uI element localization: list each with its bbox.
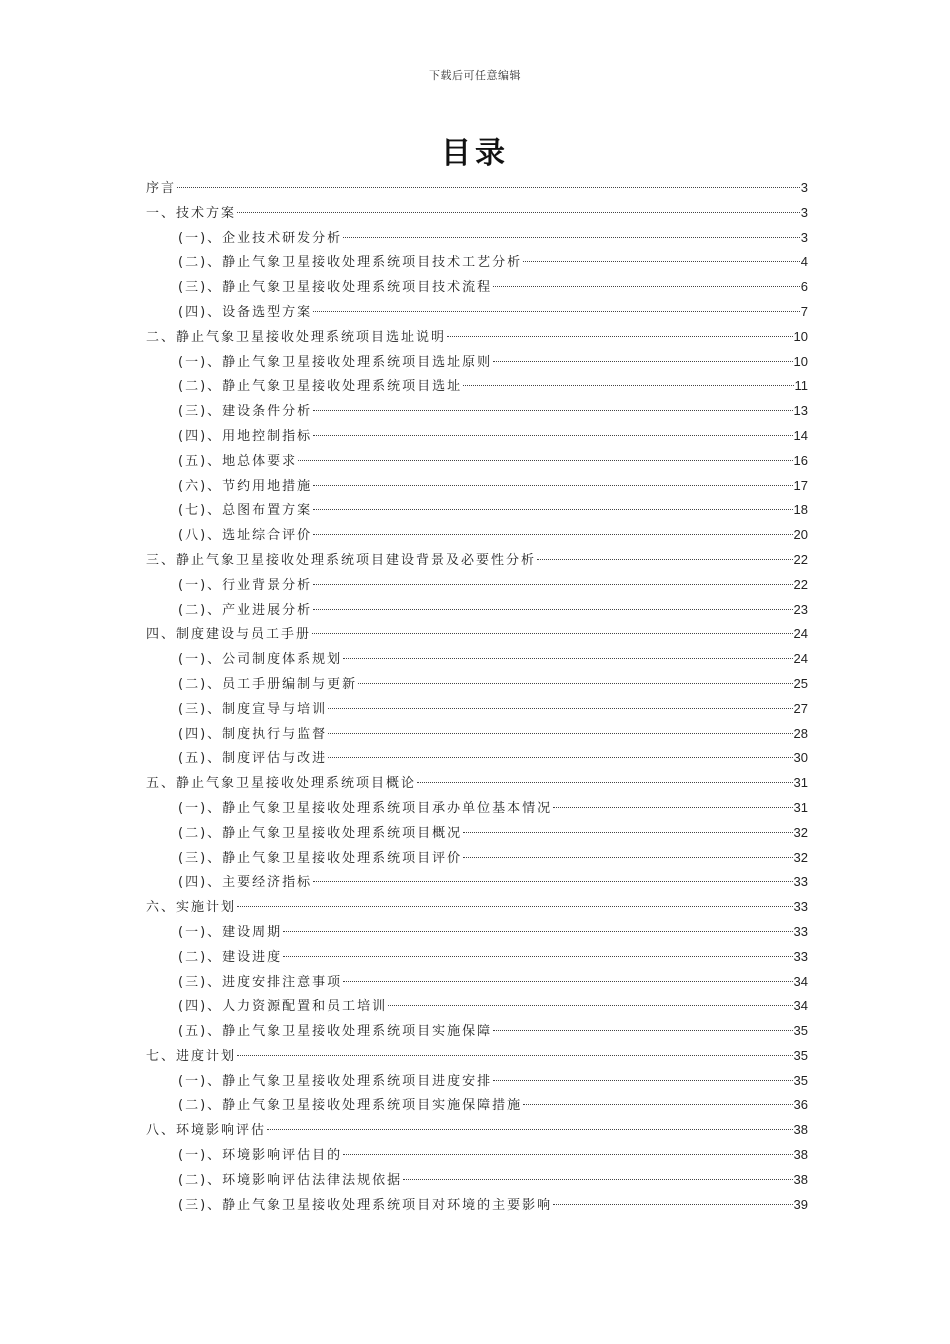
toc-page-number: 33 — [793, 874, 808, 890]
toc-page-number: 35 — [793, 1023, 808, 1039]
toc-page-number: 3 — [800, 229, 808, 245]
toc-entry[interactable] — [146, 895, 808, 920]
dot-leader — [343, 658, 792, 659]
toc-entry-label: (三)、建设条件分析 — [178, 404, 313, 420]
toc-entry[interactable] — [146, 1118, 808, 1143]
toc-entry[interactable] — [146, 449, 808, 474]
dot-leader — [313, 410, 792, 411]
toc-entry-label: 六、实施计划 — [146, 900, 237, 916]
dot-leader — [523, 1104, 792, 1105]
toc-entry-label: (四)、主要经济指标 — [178, 875, 313, 891]
toc-page-number: 31 — [793, 775, 808, 791]
dot-leader — [313, 509, 792, 510]
toc-page-number: 3 — [800, 180, 808, 195]
toc-entry-label: (一)、企业技术研发分析 — [178, 230, 343, 246]
toc-page-number: 39 — [793, 1196, 808, 1212]
toc-entry-label: (一)、静止气象卫星接收处理系统项目选址原则 — [178, 354, 493, 370]
toc-entry[interactable] — [146, 275, 808, 300]
dot-leader — [237, 1055, 793, 1056]
toc-page-number: 14 — [793, 427, 808, 443]
toc-entry[interactable] — [146, 970, 808, 995]
toc-entry[interactable] — [146, 573, 808, 598]
dot-leader — [328, 757, 792, 758]
toc-entry[interactable] — [146, 672, 808, 697]
toc-page-number: 24 — [793, 651, 808, 667]
toc-page-number: 38 — [793, 1171, 808, 1187]
toc-page-number: 30 — [793, 750, 808, 766]
dot-leader — [177, 187, 800, 188]
toc-page-number: 32 — [793, 849, 808, 865]
header-note: 下载后可任意编辑 — [429, 69, 521, 82]
toc-page-number: 18 — [793, 502, 808, 518]
toc-page-number: 33 — [793, 899, 808, 915]
dot-leader — [313, 311, 800, 312]
toc-entry-label: (二)、静止气象卫星接收处理系统项目实施保障措施 — [178, 1098, 523, 1114]
toc-page-number: 34 — [793, 973, 808, 989]
toc-page-number: 24 — [793, 626, 808, 642]
toc-entry-label: (三)、静止气象卫星接收处理系统项目对环境的主要影响 — [178, 1197, 553, 1213]
toc-entry[interactable] — [146, 300, 808, 325]
toc-entry-label: (五)、地总体要求 — [178, 453, 298, 469]
toc-page-number: 13 — [793, 403, 808, 419]
toc-entry[interactable] — [146, 176, 808, 201]
dot-leader — [463, 385, 793, 386]
dot-leader — [313, 609, 792, 610]
dot-leader — [313, 534, 792, 535]
toc-page-number: 33 — [793, 948, 808, 964]
dot-leader — [283, 931, 792, 932]
toc-entry-label: 二、静止气象卫星接收处理系统项目选址说明 — [146, 329, 447, 345]
toc-page-number: 10 — [793, 328, 808, 344]
dot-leader — [417, 782, 793, 783]
toc-entry[interactable] — [146, 622, 808, 647]
dot-leader — [358, 683, 792, 684]
toc-entry[interactable] — [146, 846, 808, 871]
toc-entry[interactable] — [146, 325, 808, 350]
toc-page-number: 6 — [800, 279, 808, 295]
toc-entry[interactable] — [146, 598, 808, 623]
toc-entry[interactable] — [146, 1044, 808, 1069]
toc-entry[interactable] — [146, 870, 808, 895]
toc-entry[interactable] — [146, 821, 808, 846]
toc-page-number: 3 — [800, 204, 808, 220]
page-title: 目录 — [441, 136, 509, 171]
dot-leader — [283, 956, 792, 957]
toc-entry-label: 序言 — [146, 181, 177, 196]
toc-entry-label: (四)、用地控制指标 — [178, 428, 313, 444]
toc-page-number: 36 — [793, 1097, 808, 1113]
toc-page-number: 10 — [793, 353, 808, 369]
toc-page-number: 22 — [793, 551, 808, 567]
dot-leader — [493, 361, 792, 362]
toc-entry-label: (一)、静止气象卫星接收处理系统项目承办单位基本情况 — [178, 800, 553, 816]
dot-leader — [553, 807, 792, 808]
toc-page-number: 33 — [793, 923, 808, 939]
toc-page-number: 38 — [793, 1147, 808, 1163]
toc-entry-label: (五)、制度评估与改进 — [178, 751, 328, 767]
toc-entry-label: 五、静止气象卫星接收处理系统项目概论 — [146, 776, 417, 792]
toc-entry-label: (一)、行业背景分析 — [178, 577, 313, 593]
dot-leader — [343, 1154, 792, 1155]
toc-entry[interactable] — [146, 796, 808, 821]
dot-leader — [493, 1030, 792, 1031]
toc-page-number: 27 — [793, 700, 808, 716]
toc-entry-label: (二)、静止气象卫星接收处理系统项目选址 — [178, 379, 463, 395]
toc-entry[interactable] — [146, 1019, 808, 1044]
toc-page-number: 34 — [793, 998, 808, 1014]
toc-entry-label: (八)、选址综合评价 — [178, 528, 313, 544]
toc-entry-label: (一)、环境影响评估目的 — [178, 1148, 343, 1164]
toc-entry-label: 三、静止气象卫星接收处理系统项目建设背景及必要性分析 — [146, 552, 537, 568]
toc-entry[interactable] — [146, 523, 808, 548]
toc-entry[interactable] — [146, 945, 808, 970]
dot-leader — [403, 1179, 792, 1180]
dot-leader — [237, 906, 793, 907]
toc-entry-label: (四)、设备选型方案 — [178, 304, 313, 320]
toc-entry[interactable] — [146, 350, 808, 375]
dot-leader — [298, 460, 792, 461]
toc-page-number: 7 — [800, 303, 808, 319]
toc-entry-label: (五)、静止气象卫星接收处理系统项目实施保障 — [178, 1024, 493, 1040]
toc-entry-label: (三)、静止气象卫星接收处理系统项目技术流程 — [178, 280, 493, 296]
toc-entry[interactable] — [146, 399, 808, 424]
toc-entry[interactable] — [146, 548, 808, 573]
dot-leader — [312, 633, 793, 634]
toc-entry-label: (一)、静止气象卫星接收处理系统项目进度安排 — [178, 1073, 493, 1089]
dot-leader — [493, 286, 800, 287]
toc-page-number: 20 — [793, 527, 808, 543]
toc-page-number: 22 — [793, 576, 808, 592]
toc-entry-label: (二)、员工手册编制与更新 — [178, 676, 358, 692]
toc-page-number: 35 — [793, 1072, 808, 1088]
toc-page-number: 4 — [800, 254, 808, 270]
table-of-contents — [146, 176, 808, 1217]
dot-leader — [313, 881, 792, 882]
toc-entry-label: (二)、静止气象卫星接收处理系统项目技术工艺分析 — [178, 255, 523, 271]
toc-entry[interactable] — [146, 374, 808, 399]
toc-entry-label: (二)、产业进展分析 — [178, 602, 313, 618]
toc-entry-label: (三)、制度宣导与培训 — [178, 701, 328, 717]
dot-leader — [343, 981, 792, 982]
dot-leader — [447, 336, 793, 337]
toc-entry-label: (二)、静止气象卫星接收处理系统项目概况 — [178, 825, 463, 841]
toc-entry[interactable] — [146, 1093, 808, 1118]
toc-entry-label: (三)、进度安排注意事项 — [178, 974, 343, 990]
toc-entry[interactable] — [146, 647, 808, 672]
dot-leader — [313, 435, 792, 436]
toc-page-number: 16 — [793, 452, 808, 468]
dot-leader — [343, 237, 800, 238]
dot-leader — [313, 584, 792, 585]
toc-page-number: 35 — [793, 1047, 808, 1063]
toc-entry[interactable] — [146, 201, 808, 226]
toc-page-number: 17 — [793, 477, 808, 493]
toc-entry[interactable] — [146, 771, 808, 796]
toc-entry-label: (六)、节约用地措施 — [178, 478, 313, 494]
toc-entry[interactable] — [146, 697, 808, 722]
toc-entry[interactable] — [146, 1168, 808, 1193]
toc-entry[interactable] — [146, 722, 808, 747]
dot-leader — [463, 832, 792, 833]
toc-entry[interactable] — [146, 226, 808, 251]
toc-page-number: 31 — [793, 799, 808, 815]
toc-entry-label: (一)、建设周期 — [178, 924, 283, 940]
dot-leader — [328, 708, 792, 709]
dot-leader — [493, 1080, 792, 1081]
toc-entry[interactable] — [146, 1143, 808, 1168]
dot-leader — [313, 485, 792, 486]
toc-entry-label: 一、技术方案 — [146, 205, 237, 221]
dot-leader — [553, 1204, 792, 1205]
toc-entry-label: (四)、人力资源配置和员工培训 — [178, 999, 388, 1015]
toc-entry[interactable] — [146, 1193, 808, 1218]
dot-leader — [328, 733, 792, 734]
toc-entry-label: 八、环境影响评估 — [146, 1123, 267, 1139]
toc-page-number: 38 — [793, 1122, 808, 1138]
toc-page-number: 25 — [793, 675, 808, 691]
toc-page-number: 11 — [794, 378, 808, 394]
toc-entry-label: (二)、环境影响评估法律法规依据 — [178, 1172, 403, 1188]
dot-leader — [523, 261, 800, 262]
toc-entry[interactable] — [146, 424, 808, 449]
toc-page-number: 23 — [793, 601, 808, 617]
toc-page-number: 32 — [793, 824, 808, 840]
toc-entry-label: (四)、制度执行与监督 — [178, 726, 328, 742]
toc-entry-label: (三)、静止气象卫星接收处理系统项目评价 — [178, 850, 463, 866]
toc-entry[interactable] — [146, 474, 808, 499]
toc-entry-label: 四、制度建设与员工手册 — [146, 627, 312, 643]
dot-leader — [537, 559, 793, 560]
dot-leader — [267, 1129, 793, 1130]
toc-entry[interactable] — [146, 250, 808, 275]
toc-entry[interactable] — [146, 1069, 808, 1094]
toc-entry-label: (一)、公司制度体系规划 — [178, 652, 343, 668]
dot-leader — [463, 857, 792, 858]
toc-entry-label: (二)、建设进度 — [178, 949, 283, 965]
toc-entry[interactable] — [146, 746, 808, 771]
toc-entry-label: (七)、总图布置方案 — [178, 503, 313, 519]
toc-entry[interactable] — [146, 920, 808, 945]
toc-entry-label: 七、进度计划 — [146, 1048, 237, 1064]
toc-entry[interactable] — [146, 994, 808, 1019]
dot-leader — [237, 212, 800, 213]
toc-entry[interactable] — [146, 498, 808, 523]
toc-page-number: 28 — [793, 725, 808, 741]
dot-leader — [388, 1005, 792, 1006]
